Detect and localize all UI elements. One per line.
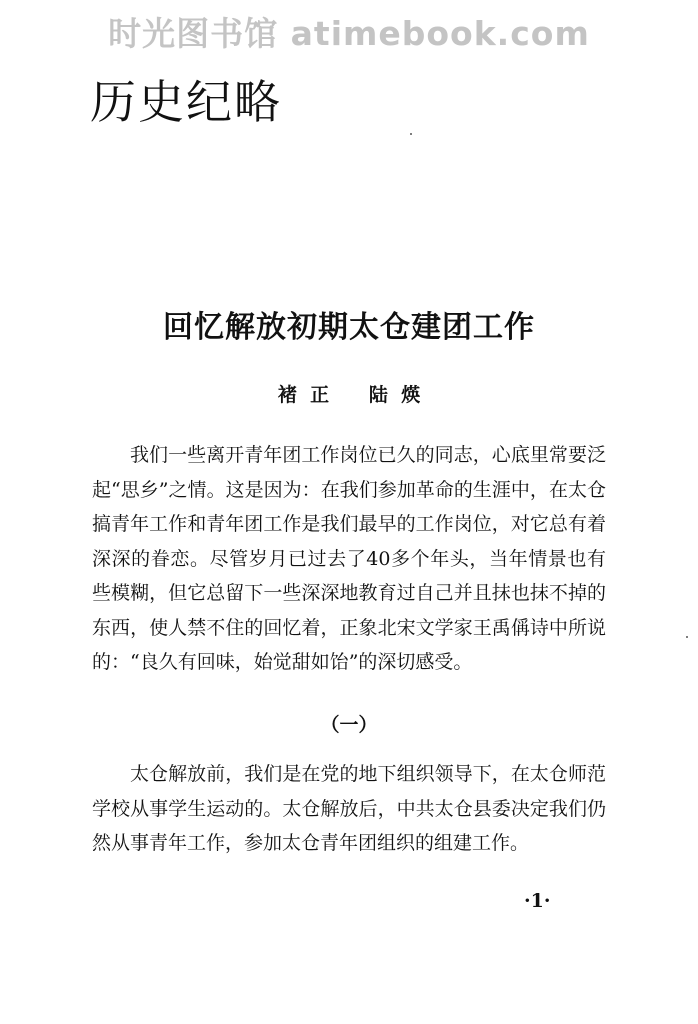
watermark: 时光图书馆 atimebook.com <box>108 14 590 53</box>
scan-speck <box>410 133 412 135</box>
section-title: 历史纪略 <box>90 75 282 129</box>
scan-speck <box>686 636 688 638</box>
authors: 褚 正 陆 煐 <box>277 384 421 406</box>
paragraph-2: 太仓解放前，我们是在党的地下组织领导下，在太仓师范学校从事学生运动的。太仓解放后，中共太仓县委决定我们仍然从事青年工作，参加太仓青年团组织的组建工作。 <box>92 763 606 854</box>
article-title: 回忆解放初期太仓建团工作 <box>163 310 535 345</box>
paragraph-1: 我们一些离开青年团工作岗位已久的同志，心底里常要泛起“思乡”之情。这是因为：在我们参加革命的生涯中，在太仓搞青年工作和青年团工作是我们最早的工作岗位，对它总有着深深的眷恋。尽管岁月已过去了40多个年头，当年情景也有些模糊，但它总留下一些深深地教育过自己并且抹也抹不掉的东西，使人禁不住的回忆着，正象北宋文学家王禹偁诗中所说的：“良久有回味，始觉甜如饴”的深切感受。 <box>92 444 606 673</box>
section-subheading: （一） <box>320 714 378 736</box>
page-number: ·1· <box>524 890 551 912</box>
